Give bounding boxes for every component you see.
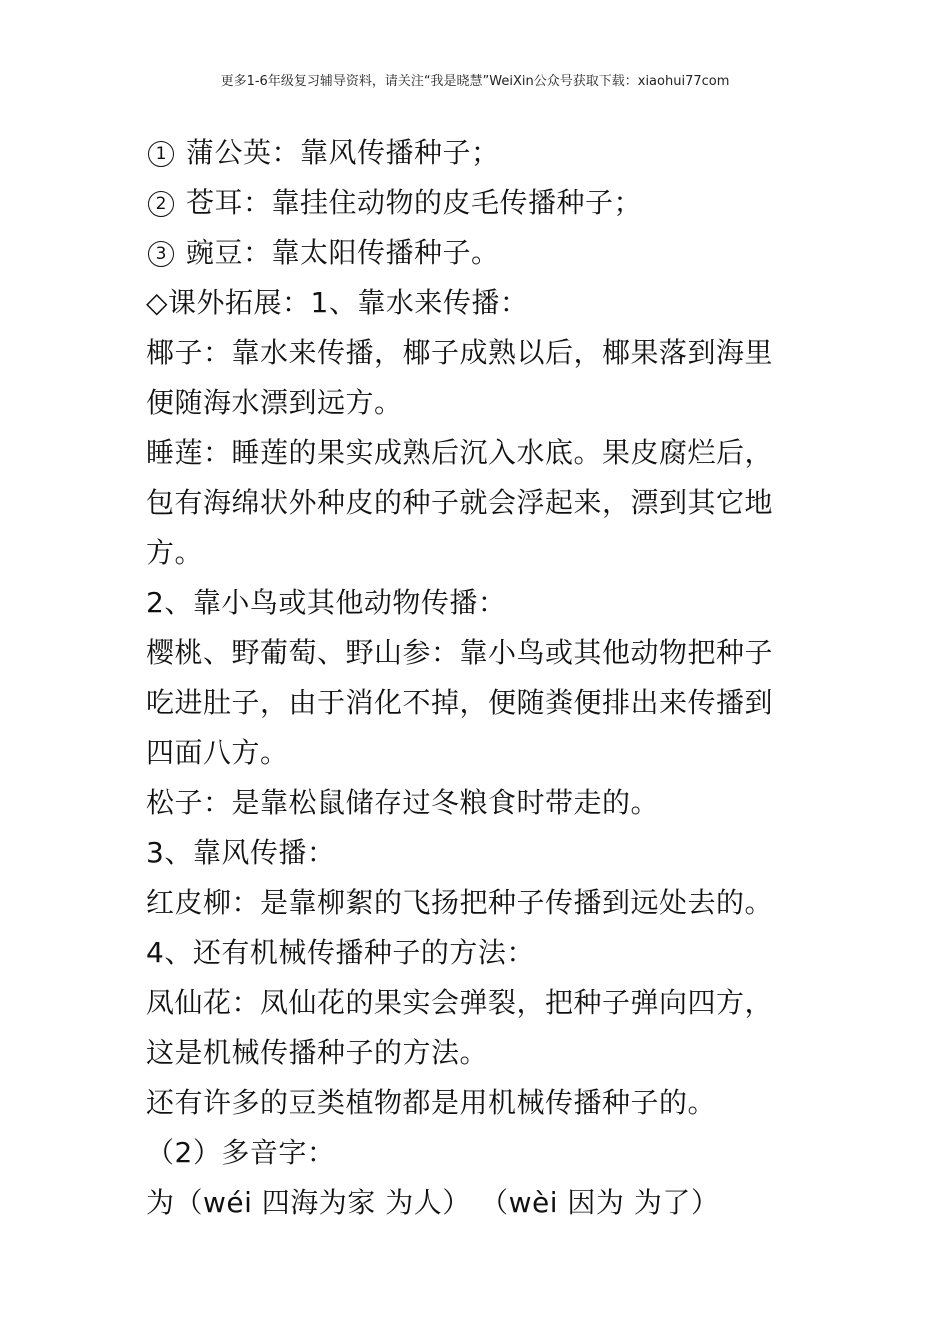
paragraph-line: 方。 xyxy=(146,536,204,569)
circled-number: 3 xyxy=(148,241,174,267)
list-item-text: 苍耳：靠挂住动物的皮毛传播种子； xyxy=(186,186,643,219)
paragraph-line: 松子：是靠松鼠储存过冬粮食时带走的。 xyxy=(146,786,660,819)
circled-number: 1 xyxy=(148,141,174,167)
list-item xyxy=(146,228,806,278)
list-item-text: 豌豆：靠太阳传播种子。 xyxy=(186,236,500,269)
list-item xyxy=(146,128,806,178)
section-heading: ◇课外拓展：1、靠水来传播： xyxy=(146,286,529,319)
section-heading: 3、靠风传播： xyxy=(146,836,336,869)
paragraph-line: 为（wéi 四海为家 为人） （wèi 因为 为了） xyxy=(146,1186,720,1219)
paragraph-line: 樱桃、野葡萄、野山参：靠小鸟或其他动物把种子 xyxy=(146,636,774,669)
paragraph-line: 睡莲：睡莲的果实成熟后沉入水底。果皮腐烂后， xyxy=(146,436,774,469)
list-item-text: 蒲公英：靠风传播种子； xyxy=(186,136,500,169)
page-header: 更多1-6年级复习辅导资料，请关注“我是晓慧”WeiXin公众号获取下载：xiaohui77com xyxy=(220,74,730,89)
circled-number: 2 xyxy=(148,191,174,217)
section-heading: 4、还有机械传播种子的方法： xyxy=(146,936,535,969)
paragraph-line: 吃进肚子，由于消化不掉，便随粪便排出来传播到 xyxy=(146,686,774,719)
paragraph-line: 椰子：靠水来传播，椰子成熟以后，椰果落到海里 xyxy=(146,336,774,369)
paragraph-line: 便随海水漂到远方。 xyxy=(146,386,403,419)
section-heading: 2、靠小鸟或其他动物传播： xyxy=(146,586,507,619)
paragraph-line: 还有许多的豆类植物都是用机械传播种子的。 xyxy=(146,1086,717,1119)
list-item xyxy=(146,178,806,228)
paragraph-line: 这是机械传播种子的方法。 xyxy=(146,1036,489,1069)
document-body xyxy=(146,128,806,1228)
paragraph-line: 四面八方。 xyxy=(146,736,289,769)
paragraph-line: 包有海绵状外种皮的种子就会浮起来，漂到其它地 xyxy=(146,486,774,519)
paragraph-line: 红皮柳：是靠柳絮的飞扬把种子传播到远处去的。 xyxy=(146,886,774,919)
section-heading: （2）多音字： xyxy=(146,1136,336,1169)
paragraph-line: 凤仙花：凤仙花的果实会弹裂，把种子弹向四方， xyxy=(146,986,774,1019)
